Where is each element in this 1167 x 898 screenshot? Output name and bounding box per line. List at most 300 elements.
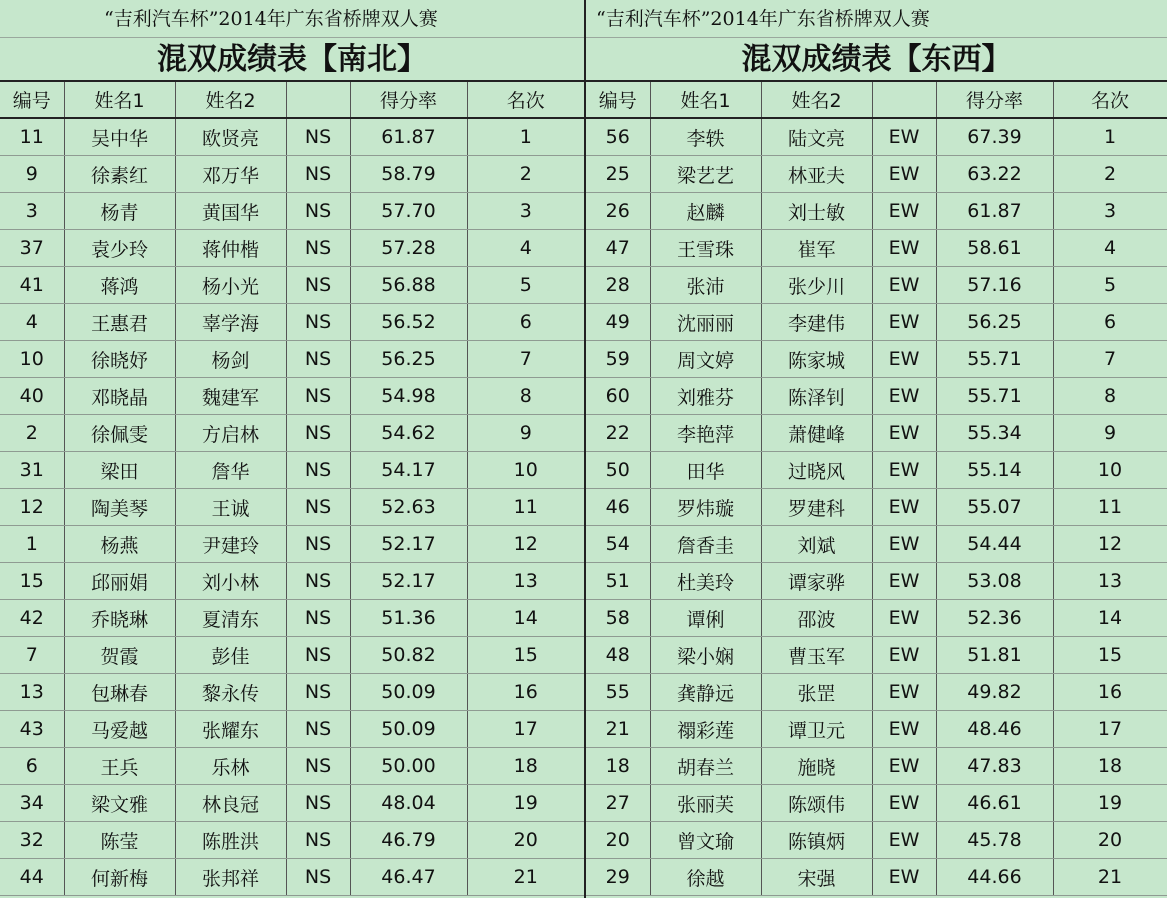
name2-cell: 陈家城 <box>761 341 872 378</box>
direction-cell: NS <box>286 822 350 859</box>
name2-cell: 曹玉军 <box>761 637 872 674</box>
table-row <box>586 489 1167 526</box>
rank-cell: 6 <box>467 304 584 341</box>
name2-cell: 黎永传 <box>175 674 286 711</box>
name2-cell: 陆文亮 <box>761 118 872 156</box>
direction-cell: EW <box>872 415 936 452</box>
direction-cell: EW <box>872 230 936 267</box>
id-cell: 51 <box>586 563 650 600</box>
table-row <box>586 822 1167 859</box>
name2-cell: 夏清东 <box>175 600 286 637</box>
score-cell: 55.34 <box>936 415 1053 452</box>
score-cell: 55.07 <box>936 489 1053 526</box>
name1-cell: 詹香圭 <box>650 526 761 563</box>
direction-cell: NS <box>286 341 350 378</box>
table-row <box>0 785 584 822</box>
header-row <box>586 82 1167 118</box>
id-cell: 37 <box>0 230 64 267</box>
name1-cell: 杨青 <box>64 193 175 230</box>
name2-cell: 乐林 <box>175 748 286 785</box>
name1-cell: 沈丽丽 <box>650 304 761 341</box>
id-cell: 54 <box>586 526 650 563</box>
table-subtitle: 混双成绩表【东西】 <box>586 38 1167 82</box>
name2-cell: 谭家骅 <box>761 563 872 600</box>
name2-cell: 施晓 <box>761 748 872 785</box>
direction-cell: EW <box>872 341 936 378</box>
name2-cell: 林亚夫 <box>761 156 872 193</box>
rank-cell: 1 <box>467 118 584 156</box>
score-cell: 46.61 <box>936 785 1053 822</box>
name1-cell: 袁少玲 <box>64 230 175 267</box>
id-cell: 25 <box>586 156 650 193</box>
id-cell: 59 <box>586 341 650 378</box>
table-row <box>0 452 584 489</box>
score-cell: 50.00 <box>350 748 467 785</box>
table-row <box>0 156 584 193</box>
rank-cell: 4 <box>467 230 584 267</box>
table-row <box>0 674 584 711</box>
name1-cell: 何新梅 <box>64 859 175 896</box>
score-cell: 49.82 <box>936 674 1053 711</box>
table-row <box>586 193 1167 230</box>
score-cell: 46.47 <box>350 859 467 896</box>
name2-cell: 宋强 <box>761 859 872 896</box>
id-cell: 3 <box>0 193 64 230</box>
score-cell: 50.82 <box>350 637 467 674</box>
direction-cell: EW <box>872 600 936 637</box>
name1-cell: 曾文瑜 <box>650 822 761 859</box>
direction-cell: NS <box>286 267 350 304</box>
direction-cell: NS <box>286 674 350 711</box>
name1-cell: 梁小娴 <box>650 637 761 674</box>
table-row <box>0 341 584 378</box>
rank-cell: 3 <box>1053 193 1167 230</box>
direction-cell: EW <box>872 193 936 230</box>
col-header-score: 得分率 <box>350 82 467 118</box>
id-cell: 58 <box>586 600 650 637</box>
name2-cell: 邵波 <box>761 600 872 637</box>
id-cell: 9 <box>0 156 64 193</box>
table-row <box>0 489 584 526</box>
direction-cell: NS <box>286 711 350 748</box>
direction-cell: EW <box>872 378 936 415</box>
name1-cell: 禤彩莲 <box>650 711 761 748</box>
direction-cell: EW <box>872 452 936 489</box>
score-cell: 47.83 <box>936 748 1053 785</box>
id-cell: 15 <box>0 563 64 600</box>
name2-cell: 陈颂伟 <box>761 785 872 822</box>
rank-cell: 18 <box>467 748 584 785</box>
rank-cell: 14 <box>1053 600 1167 637</box>
direction-cell: NS <box>286 156 350 193</box>
table-row <box>0 193 584 230</box>
name1-cell: 邱丽娟 <box>64 563 175 600</box>
rank-cell: 2 <box>467 156 584 193</box>
score-cell: 52.36 <box>936 600 1053 637</box>
name1-cell: 刘雅芬 <box>650 378 761 415</box>
direction-cell: NS <box>286 600 350 637</box>
name2-cell: 黄国华 <box>175 193 286 230</box>
direction-cell: NS <box>286 859 350 896</box>
score-cell: 46.79 <box>350 822 467 859</box>
table-row <box>586 674 1167 711</box>
table-row <box>0 859 584 896</box>
score-cell: 50.09 <box>350 711 467 748</box>
rank-cell: 7 <box>1053 341 1167 378</box>
col-header-score: 得分率 <box>936 82 1053 118</box>
name2-cell: 张罡 <box>761 674 872 711</box>
direction-cell: EW <box>872 822 936 859</box>
direction-cell: EW <box>872 785 936 822</box>
rank-cell: 11 <box>1053 489 1167 526</box>
table-row <box>0 267 584 304</box>
id-cell: 2 <box>0 415 64 452</box>
id-cell: 28 <box>586 267 650 304</box>
table-row <box>586 748 1167 785</box>
name1-cell: 徐素红 <box>64 156 175 193</box>
score-cell: 57.70 <box>350 193 467 230</box>
header-row <box>0 82 584 118</box>
name1-cell: 周文婷 <box>650 341 761 378</box>
name1-cell: 谭俐 <box>650 600 761 637</box>
ew-panel <box>584 0 1167 898</box>
name2-cell: 魏建军 <box>175 378 286 415</box>
direction-cell: NS <box>286 489 350 526</box>
rank-cell: 3 <box>467 193 584 230</box>
name1-cell: 徐晓妤 <box>64 341 175 378</box>
name1-cell: 徐佩雯 <box>64 415 175 452</box>
rank-cell: 5 <box>467 267 584 304</box>
rank-cell: 17 <box>1053 711 1167 748</box>
direction-cell: NS <box>286 526 350 563</box>
rank-cell: 19 <box>1053 785 1167 822</box>
direction-cell: EW <box>872 118 936 156</box>
name2-cell: 萧健峰 <box>761 415 872 452</box>
rank-cell: 19 <box>467 785 584 822</box>
name1-cell: 吴中华 <box>64 118 175 156</box>
name1-cell: 梁田 <box>64 452 175 489</box>
rank-cell: 12 <box>1053 526 1167 563</box>
direction-cell: NS <box>286 230 350 267</box>
name1-cell: 陶美琴 <box>64 489 175 526</box>
rank-cell: 13 <box>1053 563 1167 600</box>
id-cell: 21 <box>586 711 650 748</box>
rank-cell: 9 <box>1053 415 1167 452</box>
direction-cell: NS <box>286 304 350 341</box>
id-cell: 6 <box>0 748 64 785</box>
tournament-title: “吉利汽车杯”2014年广东省桥牌双人赛 <box>0 0 584 38</box>
name1-cell: 杨燕 <box>64 526 175 563</box>
name1-cell: 陈莹 <box>64 822 175 859</box>
id-cell: 55 <box>586 674 650 711</box>
score-cell: 55.14 <box>936 452 1053 489</box>
direction-cell: NS <box>286 563 350 600</box>
rank-cell: 6 <box>1053 304 1167 341</box>
col-header-id: 编号 <box>586 82 650 118</box>
score-cell: 67.39 <box>936 118 1053 156</box>
id-cell: 34 <box>0 785 64 822</box>
name1-cell: 王雪珠 <box>650 230 761 267</box>
name1-cell: 赵麟 <box>650 193 761 230</box>
id-cell: 7 <box>0 637 64 674</box>
table-row <box>586 118 1167 156</box>
table-row <box>0 563 584 600</box>
score-cell: 51.81 <box>936 637 1053 674</box>
col-header-direction <box>286 82 350 118</box>
col-header-direction <box>872 82 936 118</box>
id-cell: 12 <box>0 489 64 526</box>
name2-cell: 陈镇炳 <box>761 822 872 859</box>
direction-cell: EW <box>872 526 936 563</box>
rank-cell: 11 <box>467 489 584 526</box>
name2-cell: 刘士敏 <box>761 193 872 230</box>
name1-cell: 梁文雅 <box>64 785 175 822</box>
rank-cell: 7 <box>467 341 584 378</box>
direction-cell: NS <box>286 378 350 415</box>
table-row <box>586 600 1167 637</box>
table-subtitle: 混双成绩表【南北】 <box>0 38 584 82</box>
id-cell: 27 <box>586 785 650 822</box>
rank-cell: 15 <box>467 637 584 674</box>
table-row <box>0 118 584 156</box>
direction-cell: EW <box>872 304 936 341</box>
rank-cell: 17 <box>467 711 584 748</box>
table-row <box>0 526 584 563</box>
score-cell: 52.17 <box>350 526 467 563</box>
rank-cell: 21 <box>467 859 584 896</box>
direction-cell: NS <box>286 452 350 489</box>
score-cell: 58.79 <box>350 156 467 193</box>
score-cell: 50.09 <box>350 674 467 711</box>
id-cell: 60 <box>586 378 650 415</box>
col-header-rank: 名次 <box>1053 82 1167 118</box>
table-row <box>586 415 1167 452</box>
table-row <box>586 267 1167 304</box>
name2-cell: 杨小光 <box>175 267 286 304</box>
table-row <box>0 378 584 415</box>
id-cell: 11 <box>0 118 64 156</box>
tournament-title: “吉利汽车杯”2014年广东省桥牌双人赛 <box>586 0 1167 38</box>
name2-cell: 刘斌 <box>761 526 872 563</box>
score-cell: 57.28 <box>350 230 467 267</box>
name2-cell: 张耀东 <box>175 711 286 748</box>
id-cell: 50 <box>586 452 650 489</box>
table-row <box>586 711 1167 748</box>
name2-cell: 邓万华 <box>175 156 286 193</box>
rank-cell: 12 <box>467 526 584 563</box>
score-cell: 55.71 <box>936 341 1053 378</box>
score-cell: 51.36 <box>350 600 467 637</box>
id-cell: 46 <box>586 489 650 526</box>
col-header-name2: 姓名2 <box>761 82 872 118</box>
id-cell: 31 <box>0 452 64 489</box>
col-header-name1: 姓名1 <box>64 82 175 118</box>
direction-cell: NS <box>286 785 350 822</box>
table-row <box>0 230 584 267</box>
rank-cell: 16 <box>467 674 584 711</box>
direction-cell: EW <box>872 267 936 304</box>
id-cell: 49 <box>586 304 650 341</box>
ns-results-table <box>0 82 584 896</box>
id-cell: 13 <box>0 674 64 711</box>
name1-cell: 杜美玲 <box>650 563 761 600</box>
rank-cell: 20 <box>1053 822 1167 859</box>
name2-cell: 罗建科 <box>761 489 872 526</box>
id-cell: 56 <box>586 118 650 156</box>
id-cell: 18 <box>586 748 650 785</box>
col-header-name2: 姓名2 <box>175 82 286 118</box>
name2-cell: 彭佳 <box>175 637 286 674</box>
score-cell: 56.25 <box>936 304 1053 341</box>
direction-cell: EW <box>872 489 936 526</box>
table-row <box>586 785 1167 822</box>
rank-cell: 1 <box>1053 118 1167 156</box>
direction-cell: NS <box>286 193 350 230</box>
name2-cell: 崔军 <box>761 230 872 267</box>
id-cell: 40 <box>0 378 64 415</box>
name2-cell: 谭卫元 <box>761 711 872 748</box>
id-cell: 20 <box>586 822 650 859</box>
name1-cell: 张沛 <box>650 267 761 304</box>
rank-cell: 13 <box>467 563 584 600</box>
col-header-name1: 姓名1 <box>650 82 761 118</box>
rank-cell: 2 <box>1053 156 1167 193</box>
id-cell: 4 <box>0 304 64 341</box>
score-cell: 63.22 <box>936 156 1053 193</box>
name1-cell: 龚静远 <box>650 674 761 711</box>
table-row <box>0 600 584 637</box>
name2-cell: 方启林 <box>175 415 286 452</box>
ew-results-table <box>586 82 1167 896</box>
name2-cell: 陈泽钊 <box>761 378 872 415</box>
name2-cell: 杨剑 <box>175 341 286 378</box>
score-cell: 45.78 <box>936 822 1053 859</box>
name2-cell: 过晓风 <box>761 452 872 489</box>
table-row <box>586 378 1167 415</box>
table-row <box>0 415 584 452</box>
direction-cell: NS <box>286 118 350 156</box>
score-cell: 56.52 <box>350 304 467 341</box>
table-row <box>586 526 1167 563</box>
name1-cell: 田华 <box>650 452 761 489</box>
table-row <box>0 637 584 674</box>
table-row <box>586 859 1167 896</box>
id-cell: 42 <box>0 600 64 637</box>
score-cell: 54.62 <box>350 415 467 452</box>
direction-cell: EW <box>872 748 936 785</box>
name2-cell: 尹建玲 <box>175 526 286 563</box>
direction-cell: EW <box>872 674 936 711</box>
name1-cell: 胡春兰 <box>650 748 761 785</box>
score-cell: 44.66 <box>936 859 1053 896</box>
rank-cell: 15 <box>1053 637 1167 674</box>
rank-cell: 8 <box>467 378 584 415</box>
name2-cell: 李建伟 <box>761 304 872 341</box>
score-cell: 61.87 <box>936 193 1053 230</box>
table-row <box>586 230 1167 267</box>
direction-cell: EW <box>872 859 936 896</box>
id-cell: 43 <box>0 711 64 748</box>
name2-cell: 张少川 <box>761 267 872 304</box>
name1-cell: 张丽芙 <box>650 785 761 822</box>
direction-cell: NS <box>286 748 350 785</box>
id-cell: 32 <box>0 822 64 859</box>
table-row <box>586 156 1167 193</box>
direction-cell: EW <box>872 711 936 748</box>
id-cell: 48 <box>586 637 650 674</box>
score-cell: 56.25 <box>350 341 467 378</box>
id-cell: 47 <box>586 230 650 267</box>
name1-cell: 贺霞 <box>64 637 175 674</box>
score-cell: 54.17 <box>350 452 467 489</box>
id-cell: 44 <box>0 859 64 896</box>
score-cell: 56.88 <box>350 267 467 304</box>
name2-cell: 蒋仲楷 <box>175 230 286 267</box>
id-cell: 10 <box>0 341 64 378</box>
score-cell: 61.87 <box>350 118 467 156</box>
name2-cell: 林良冠 <box>175 785 286 822</box>
rank-cell: 5 <box>1053 267 1167 304</box>
score-cell: 53.08 <box>936 563 1053 600</box>
rank-cell: 21 <box>1053 859 1167 896</box>
name1-cell: 徐越 <box>650 859 761 896</box>
direction-cell: NS <box>286 415 350 452</box>
direction-cell: NS <box>286 637 350 674</box>
name2-cell: 欧贤亮 <box>175 118 286 156</box>
table-row <box>0 822 584 859</box>
name2-cell: 王诚 <box>175 489 286 526</box>
direction-cell: EW <box>872 563 936 600</box>
name1-cell: 王兵 <box>64 748 175 785</box>
col-header-id: 编号 <box>0 82 64 118</box>
direction-cell: EW <box>872 637 936 674</box>
name1-cell: 王惠君 <box>64 304 175 341</box>
rank-cell: 14 <box>467 600 584 637</box>
table-row <box>586 304 1167 341</box>
rank-cell: 10 <box>1053 452 1167 489</box>
col-header-rank: 名次 <box>467 82 584 118</box>
table-row <box>586 637 1167 674</box>
name2-cell: 詹华 <box>175 452 286 489</box>
id-cell: 41 <box>0 267 64 304</box>
score-cell: 54.98 <box>350 378 467 415</box>
id-cell: 22 <box>586 415 650 452</box>
name1-cell: 马爱越 <box>64 711 175 748</box>
name1-cell: 包琳春 <box>64 674 175 711</box>
rank-cell: 18 <box>1053 748 1167 785</box>
table-row <box>586 341 1167 378</box>
score-cell: 52.17 <box>350 563 467 600</box>
name2-cell: 辜学海 <box>175 304 286 341</box>
name2-cell: 刘小林 <box>175 563 286 600</box>
name1-cell: 邓晓晶 <box>64 378 175 415</box>
table-row <box>586 563 1167 600</box>
name1-cell: 乔晓琳 <box>64 600 175 637</box>
score-cell: 48.04 <box>350 785 467 822</box>
score-cell: 58.61 <box>936 230 1053 267</box>
rank-cell: 4 <box>1053 230 1167 267</box>
score-cell: 52.63 <box>350 489 467 526</box>
id-cell: 29 <box>586 859 650 896</box>
table-row <box>0 711 584 748</box>
id-cell: 26 <box>586 193 650 230</box>
name1-cell: 罗炜璇 <box>650 489 761 526</box>
name2-cell: 张邦祥 <box>175 859 286 896</box>
table-row <box>0 304 584 341</box>
score-cell: 54.44 <box>936 526 1053 563</box>
id-cell: 1 <box>0 526 64 563</box>
rank-cell: 20 <box>467 822 584 859</box>
